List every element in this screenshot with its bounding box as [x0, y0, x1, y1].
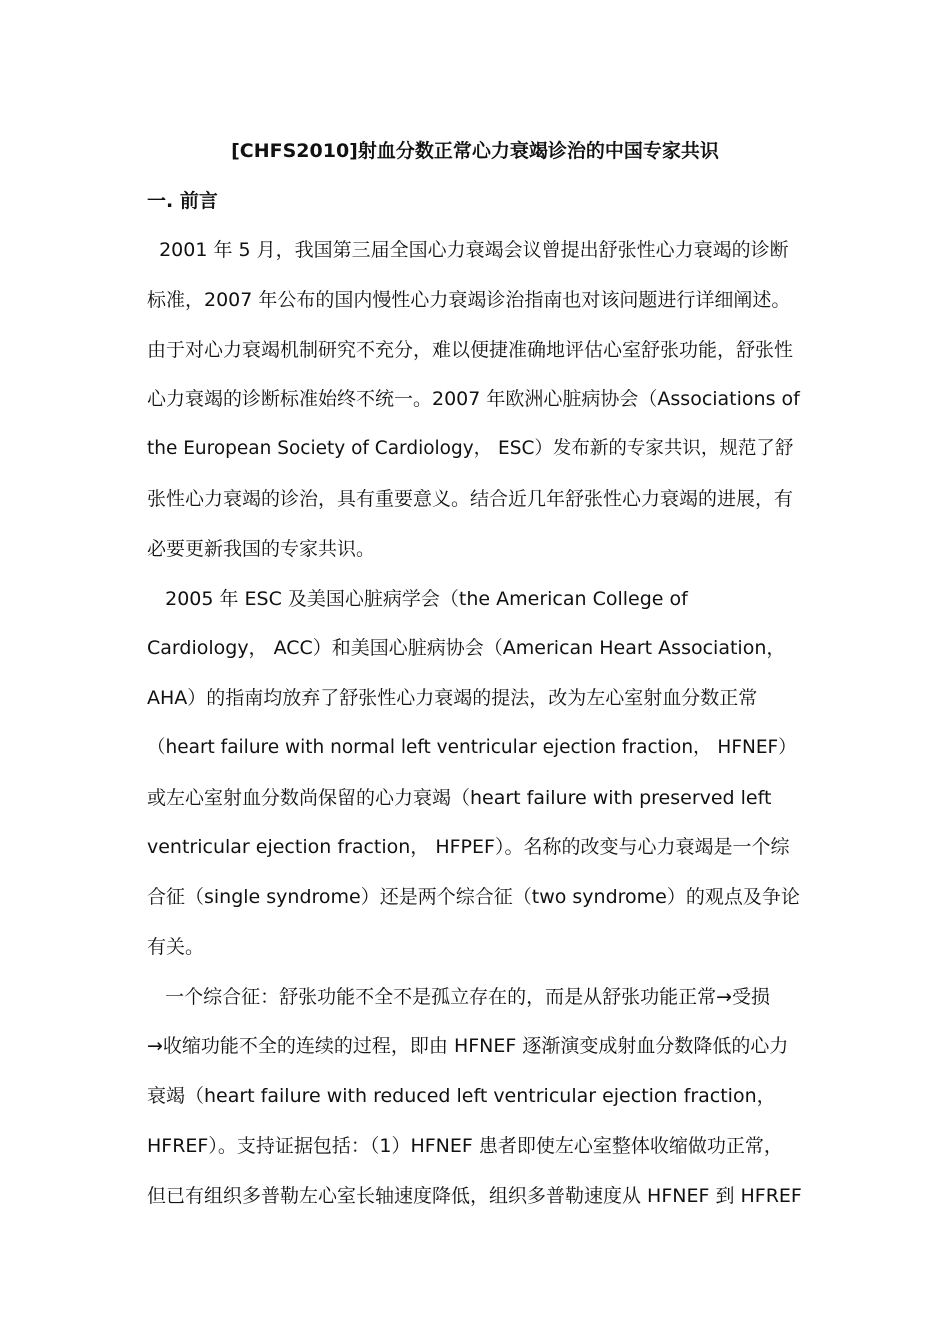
section-heading: 一. 前言 — [147, 190, 218, 212]
paragraph-line: 心力衰竭的诊断标准始终不统一。2007 年欧洲心脏病协会（Associations of — [147, 388, 800, 410]
paragraph-line: 衰竭（heart failure with reduced left ventricular ejection fraction， — [147, 1085, 776, 1107]
paragraph-line: AHA）的指南均放弃了舒张性心力衰竭的提法，改为左心室射血分数正常 — [147, 687, 758, 709]
paragraph-line: 由于对心力衰竭机制研究不充分，难以便捷准确地评估心室舒张功能，舒张性 — [147, 339, 794, 361]
paragraph-line: 有关。 — [147, 936, 205, 958]
paragraph-line: 2005 年 ESC 及美国心脏病学会（the American College of — [147, 588, 688, 610]
paragraph-line: Cardiology， ACC）和美国心脏病协会（American Heart Association， — [147, 637, 786, 659]
paragraph-line: →收缩功能不全的连续的过程，即由 HFNEF 逐渐演变成射血分数降低的心力 — [147, 1035, 789, 1057]
paragraph-line: the European Society of Cardiology， ESC）发布新的专家共识，规范了舒 — [147, 438, 794, 459]
paragraph-line: 或左心室射血分数尚保留的心力衰竭（heart failure with preserved left — [147, 787, 772, 809]
document-title: [CHFS2010]射血分数正常心力衰竭诊治的中国专家共识 — [231, 140, 719, 162]
paragraph-line: 合征（single syndrome）还是两个综合征（two syndrome）的观点及争论 — [147, 886, 800, 908]
paragraph-line: 张性心力衰竭的诊治，具有重要意义。结合近几年舒张性心力衰竭的进展，有 — [147, 488, 794, 510]
paragraph-line: 标准，2007 年公布的国内慢性心力衰竭诊治指南也对该问题进行详细阐述。 — [147, 289, 791, 311]
paragraph-line: HFREF）。支持证据包括：（1）HFNEF 患者即使左心室整体收缩做功正常， — [147, 1135, 783, 1157]
paragraph-line: 但已有组织多普勒左心室长轴速度降低，组织多普勒速度从 HFNEF 到 HFREF — [147, 1185, 802, 1207]
paragraph-line: 2001 年 5 月，我国第三届全国心力衰竭会议曾提出舒张性心力衰竭的诊断 — [147, 239, 789, 261]
paragraph-line: ventricular ejection fraction， HFPEF）。名称的改变与心力衰竭是一个综 — [147, 836, 790, 858]
paragraph-line: （heart failure with normal left ventricular ejection fraction， HFNEF） — [147, 737, 797, 758]
paragraph-line: 一个综合征：舒张功能不全不是孤立存在的，而是从舒张功能正常→受损 — [147, 986, 771, 1008]
paragraph-line: 必要更新我国的专家共识。 — [147, 538, 376, 560]
